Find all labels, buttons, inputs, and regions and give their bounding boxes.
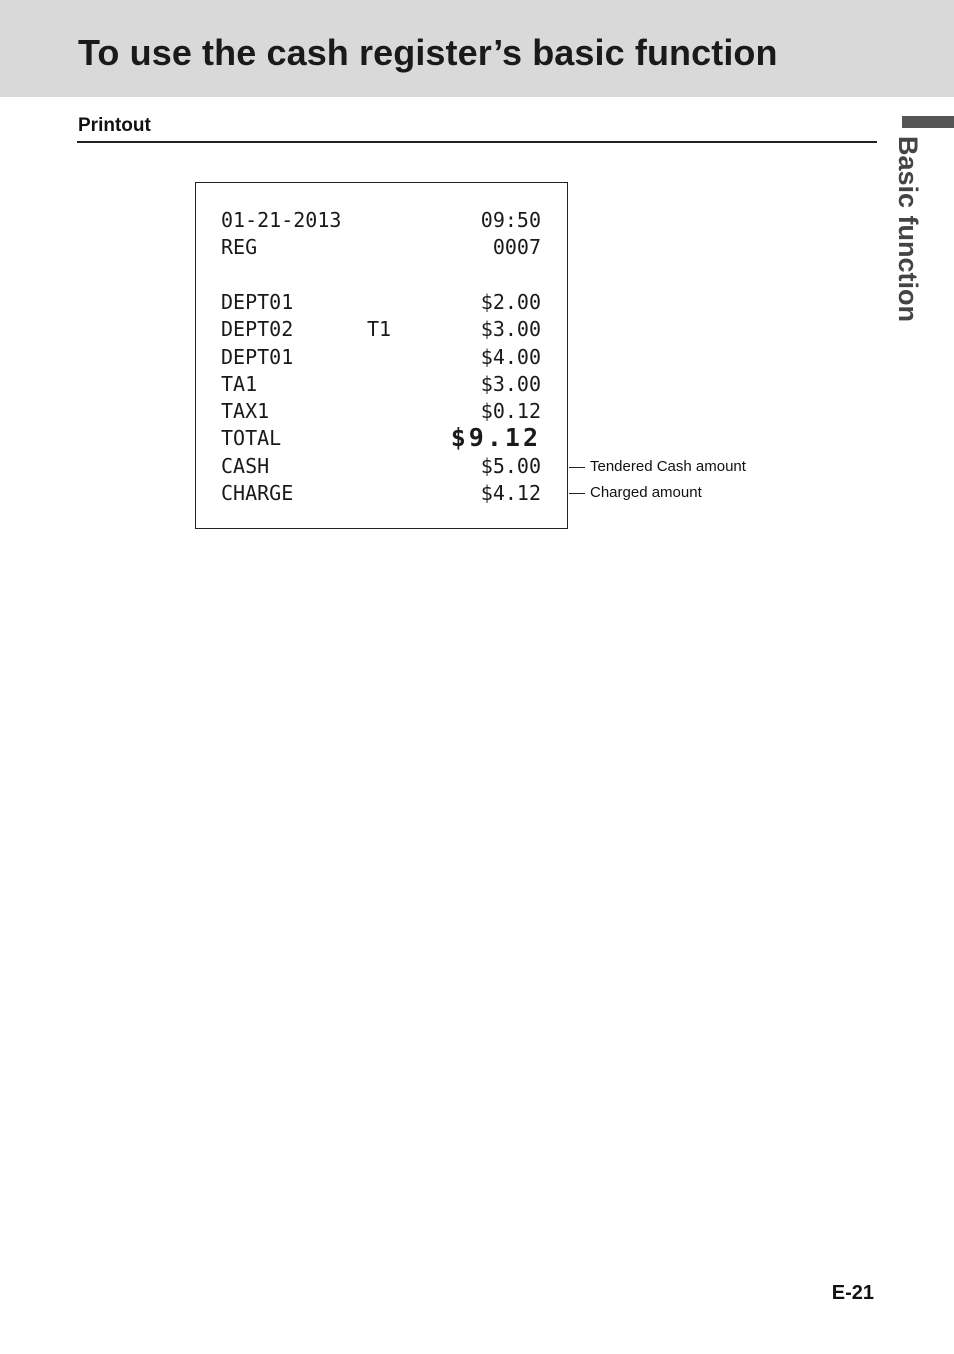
receipt-line-amount: $0.12 xyxy=(480,399,541,423)
receipt-date: 01-21-2013 xyxy=(221,208,342,232)
receipt-charge-amount: $4.12 xyxy=(480,481,541,505)
receipt-consecutive-number: 0007 xyxy=(492,235,541,259)
section-divider xyxy=(77,141,877,143)
receipt-cash-label: CASH xyxy=(221,454,270,478)
receipt-line xyxy=(221,288,541,316)
receipt-line xyxy=(221,315,541,343)
receipt-line-label: DEPT01 xyxy=(221,290,294,314)
section-heading: Printout xyxy=(78,115,151,136)
callout-tendered-cash-text: Tendered Cash amount xyxy=(590,458,746,475)
side-tab-bar xyxy=(902,116,954,128)
receipt-total-amount: $9.12 xyxy=(450,423,541,452)
receipt-line-label: TAX1 xyxy=(221,399,270,423)
side-tab-label: Basic function xyxy=(893,136,923,323)
receipt-line-amount: $4.00 xyxy=(480,345,541,369)
receipt-line-tax-status: T1 xyxy=(367,317,392,341)
receipt-line xyxy=(221,343,541,371)
receipt-cash-amount: $5.00 xyxy=(480,454,541,478)
receipt-line-label: DEPT02 xyxy=(221,317,294,341)
receipt-time: 09:50 xyxy=(480,208,541,232)
receipt-line-label: TA1 xyxy=(221,372,258,396)
receipt-total-label: TOTAL xyxy=(221,426,282,450)
receipt-total-row xyxy=(221,424,541,452)
receipt-register-row xyxy=(221,233,541,261)
receipt-line-amount: $3.00 xyxy=(480,317,541,341)
receipt-line xyxy=(221,370,541,398)
receipt-date-row xyxy=(221,206,541,234)
callout-leader-line xyxy=(569,493,585,494)
receipt-register-label: REG xyxy=(221,235,258,259)
receipt-charge-label: CHARGE xyxy=(221,481,294,505)
receipt-printout xyxy=(195,182,568,529)
receipt-line-amount: $2.00 xyxy=(480,290,541,314)
receipt-line xyxy=(221,397,541,425)
receipt-cash-row xyxy=(221,452,541,480)
page-number: E-21 xyxy=(831,1282,874,1304)
callout-charged-amount-text: Charged amount xyxy=(590,484,702,501)
page-title: To use the cash register’s basic function xyxy=(78,32,778,73)
receipt-charge-row xyxy=(221,479,541,507)
callout-leader-line xyxy=(569,467,585,468)
receipt-line-amount: $3.00 xyxy=(480,372,541,396)
receipt-line-label: DEPT01 xyxy=(221,345,294,369)
